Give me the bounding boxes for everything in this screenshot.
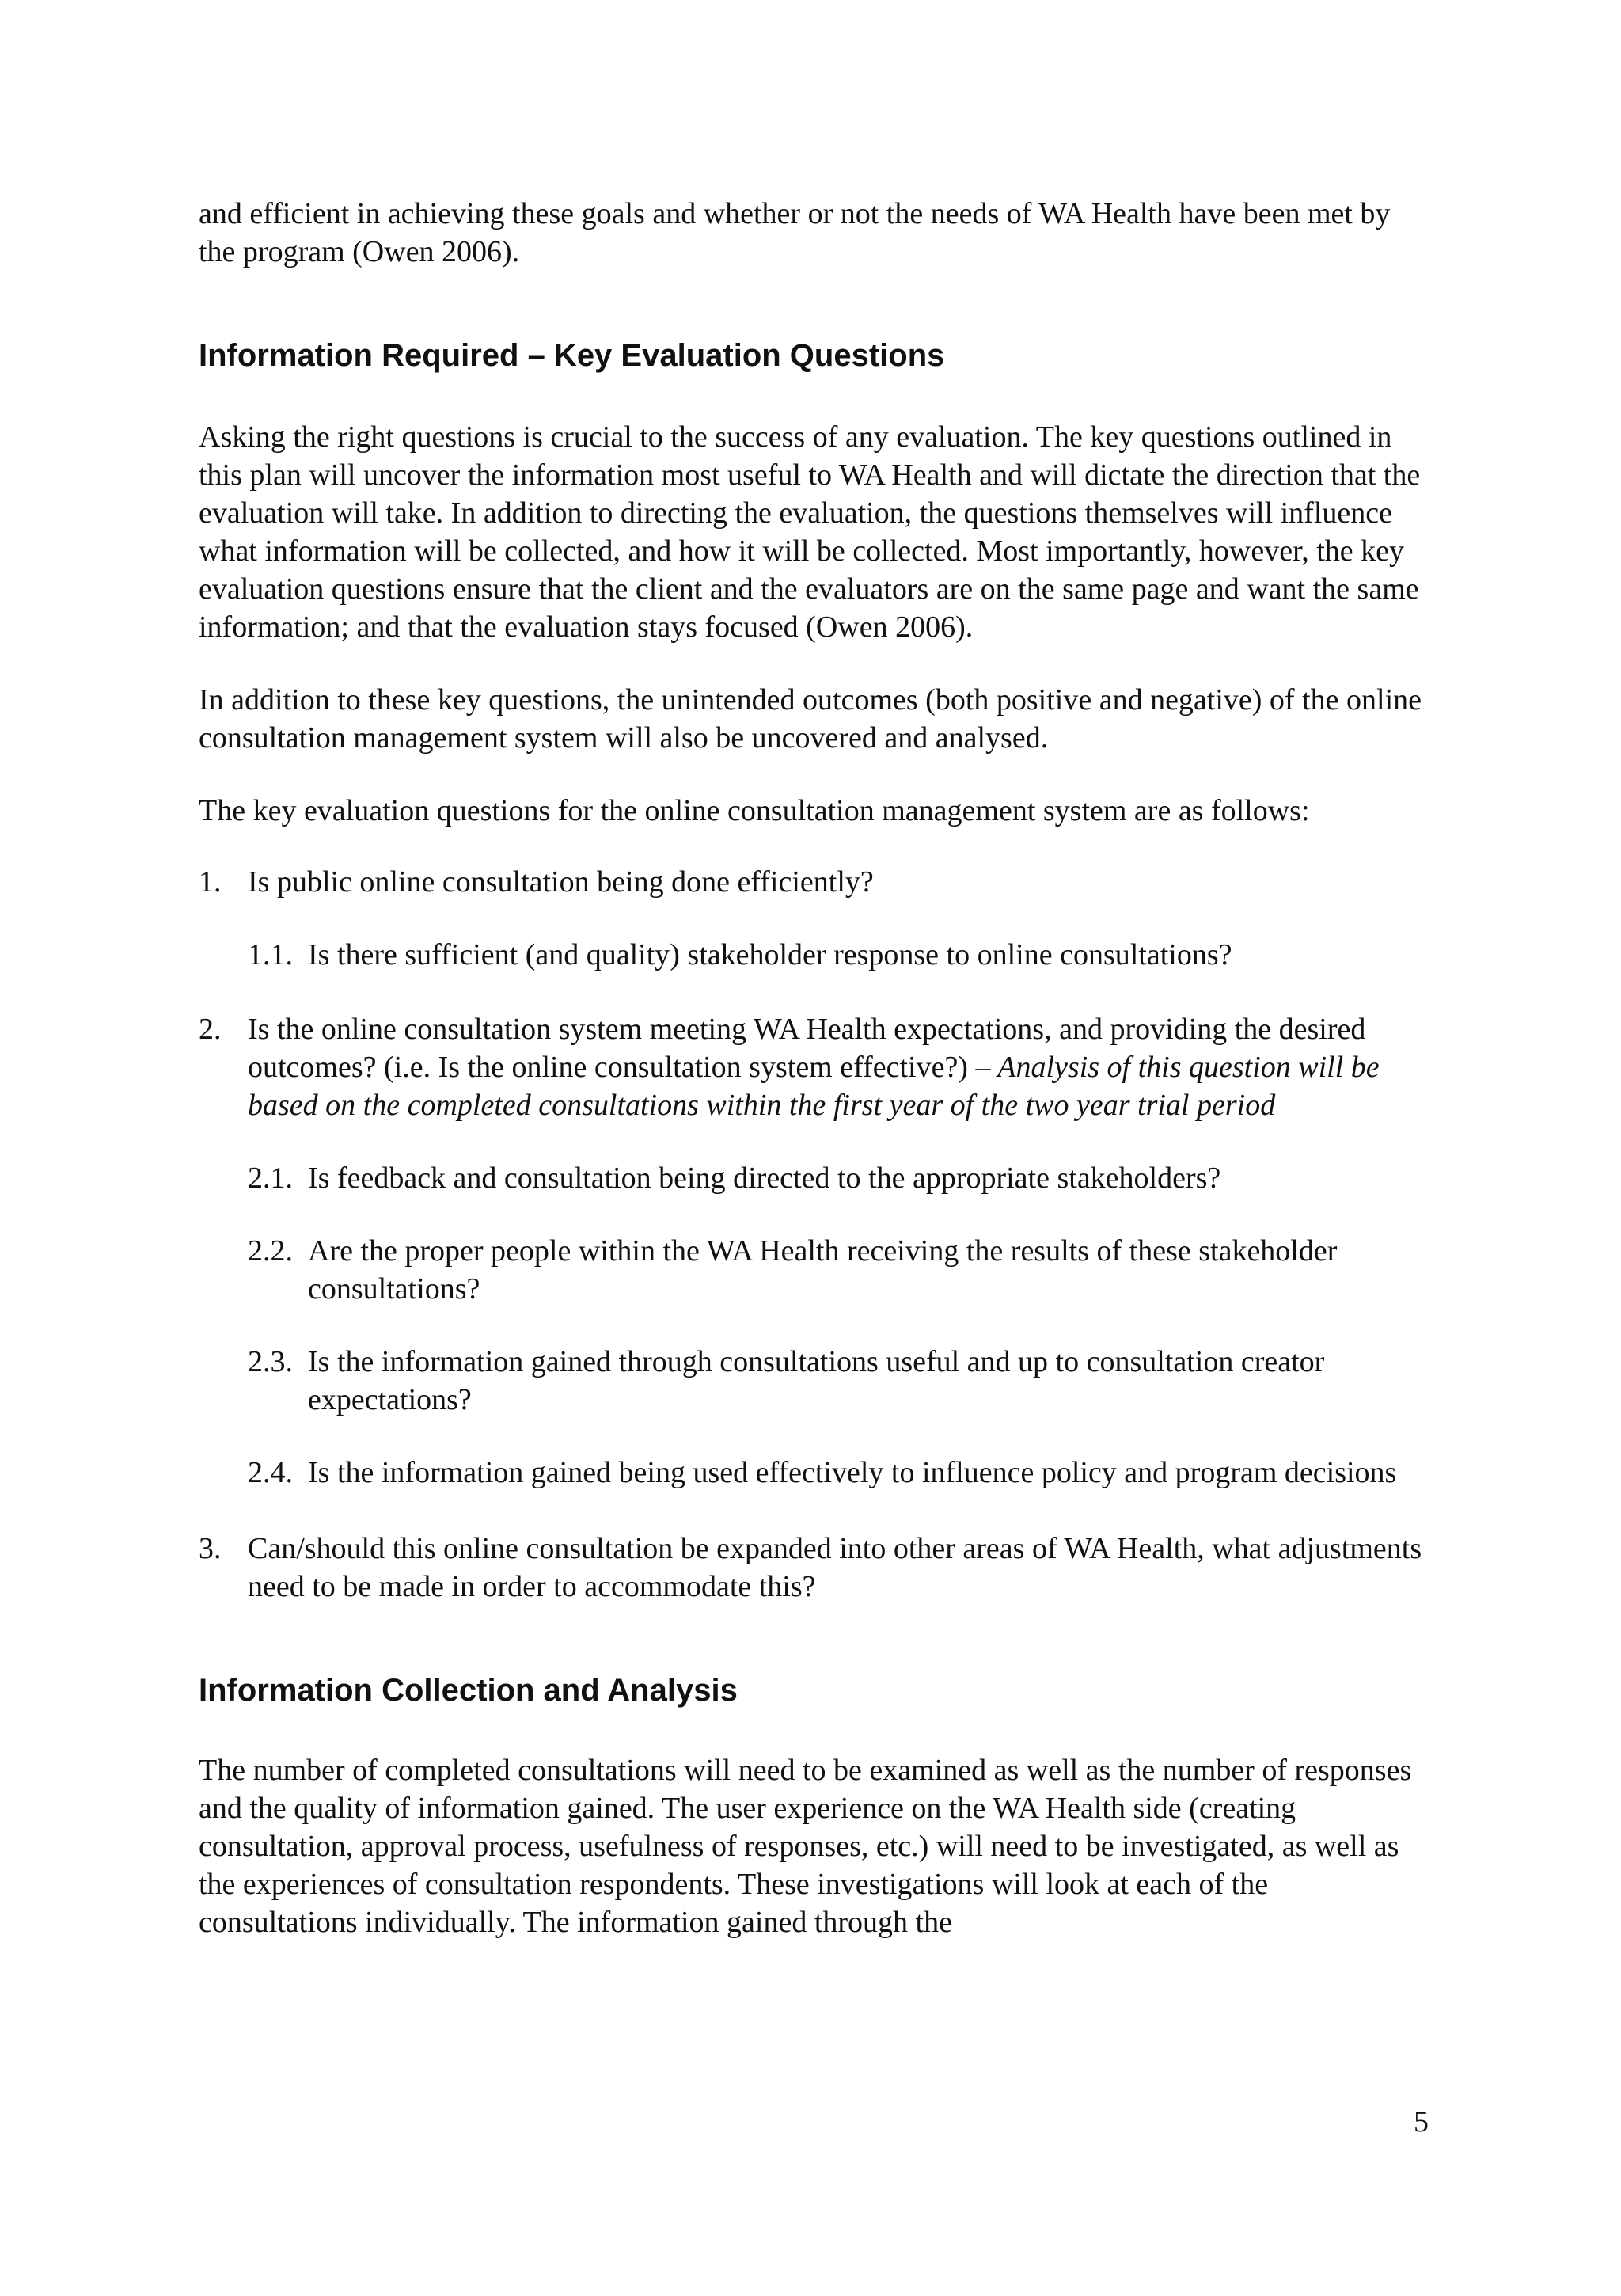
paragraph-information-collection: The number of completed consultations will need to be examined as well as the number of responses and the quality of information gained. The user experience on the WA Health side (creating consultation, approval process, usefulness of responses, etc.) will need to be investigated, as well as the experiences of consultation respondents. These investigations will look at each of the consultations individually. The information gained through the xyxy=(199,1754,1412,1939)
sub-question-text: Is the information gained being used effectively to influence policy and program decisions xyxy=(308,1456,1397,1489)
section-heading-information-collection: Information Collection and Analysis xyxy=(199,1673,738,1708)
question-1 xyxy=(199,863,1433,901)
sub-question-number: 2.4. xyxy=(248,1456,293,1489)
question-3 xyxy=(199,1530,1433,1606)
sub-question-text: Is there sufficient (and quality) stakeholder response to online consultations? xyxy=(308,938,1232,971)
question-1-1 xyxy=(248,936,1433,974)
question-2 xyxy=(199,1010,1433,1124)
question-2-3 xyxy=(248,1343,1433,1419)
question-main-text: Is the online consultation system meeting WA Health expectations, and providing the desired outcomes? (i.e. Is the online consultation system effective?) xyxy=(248,1013,1366,1084)
question-2-2 xyxy=(248,1232,1433,1308)
page-content xyxy=(199,195,1433,1941)
question-number: 1. xyxy=(199,865,222,899)
sub-question-number: 2.1. xyxy=(248,1161,293,1195)
intro-paragraph: and efficient in achieving these goals and whether or not the needs of WA Health have been met by the program (Owen 2006). xyxy=(199,197,1391,268)
sub-question-text: Are the proper people within the WA Health receiving the results of these stakeholder consultations? xyxy=(308,1234,1338,1306)
sub-question-text: Is feedback and consultation being directed to the appropriate stakeholders? xyxy=(308,1161,1221,1195)
question-note: – Analysis of this question will be based on the completed consultations within the first year of the two year trial period xyxy=(248,1051,1380,1122)
paragraph-asking-right-questions: Asking the right questions is crucial to the success of any evaluation. The key questions outlined in this plan will uncover the information most useful to WA Health and will dictate the direction that the evaluation will take. In addition to directing the evaluation, the questions themselves will influence what information will be collected, and how it will be collected. Most importantly, however, the key evaluation questions ensure that the client and the evaluators are on the same page and want the same information; and that the evaluation stays focused (Owen 2006). xyxy=(199,420,1421,644)
question-2-1 xyxy=(248,1159,1433,1197)
page-number: 5 xyxy=(1414,2105,1429,2138)
question-text xyxy=(199,1010,1433,1124)
paragraph-questions-intro: The key evaluation questions for the online consultation management system are as follows: xyxy=(199,794,1310,827)
question-2-4 xyxy=(248,1454,1433,1492)
paragraph-unintended-outcomes: In addition to these key questions, the unintended outcomes (both positive and negative) of the online consultation management system will also be uncovered and analysed. xyxy=(199,683,1422,755)
question-number: 3. xyxy=(199,1532,222,1565)
question-text: Is public online consultation being done efficiently? xyxy=(248,865,874,899)
sub-question-number: 2.2. xyxy=(248,1234,293,1268)
sub-question-text: Is the information gained through consultations useful and up to consultation creator expectations? xyxy=(308,1345,1325,1416)
question-number: 2. xyxy=(199,1013,222,1046)
sub-question-number: 2.3. xyxy=(248,1345,293,1378)
sub-question-number: 1.1. xyxy=(248,938,293,971)
question-text: Can/should this online consultation be expanded into other areas of WA Health, what adjustments need to be made in order to accommodate this? xyxy=(248,1532,1422,1603)
section-heading-key-evaluation-questions: Information Required – Key Evaluation Questions xyxy=(199,338,945,373)
